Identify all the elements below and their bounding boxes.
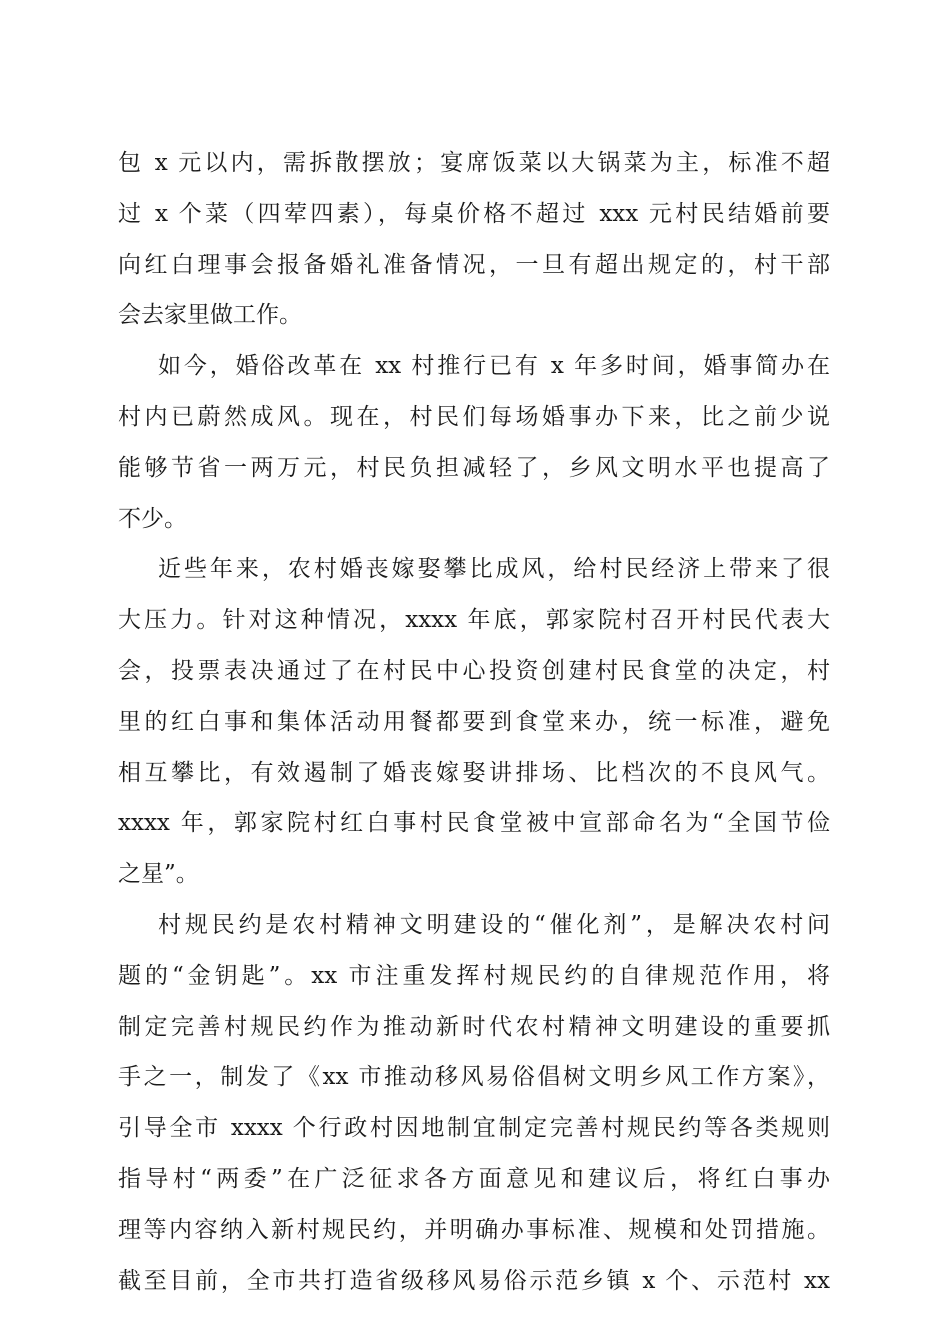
- paragraph: [118, 900, 830, 1306]
- text-line: 包 x 元以内，需拆散摆放；宴席饭菜以大锅菜为主，标准不超: [118, 150, 830, 176]
- text-line: 村内已蔚然成风。现在，村民们每场婚事办下来，比之前少说: [118, 403, 830, 430]
- text-line: 会去家里做工作。: [118, 302, 302, 329]
- text-line: xxxx 年，郭家院村红白事村民食堂被中宣部命名为“全国节俭: [118, 810, 830, 837]
- text-line: 会，投票表决通过了在村民中心投资创建村民食堂的决定，村: [118, 657, 830, 684]
- text-line: 截至目前，全市共打造省级移风易俗示范乡镇 x 个、示范村 xx: [118, 1267, 830, 1294]
- document-body: [118, 138, 830, 1306]
- text-line: 引导全市 xxxx 个行政村因地制宜制定完善村规民约等各类规则: [118, 1115, 830, 1142]
- paragraph: [118, 544, 830, 900]
- text-line: 手之一，制发了《xx 市推动移风易俗倡树文明乡风工作方案》，: [118, 1064, 830, 1091]
- text-line: 向红白理事会报备婚礼准备情况，一旦有超出规定的，村干部: [118, 251, 830, 278]
- text-line: 之星”。: [118, 861, 199, 888]
- text-line: 如今，婚俗改革在 xx 村推行已有 x 年多时间，婚事简办在: [158, 353, 830, 380]
- text-line: 指导村“两委”在广泛征求各方面意见和建议后，将红白事办: [118, 1165, 830, 1192]
- text-line: 里的红白事和集体活动用餐都要到食堂来办，统一标准，避免: [118, 708, 830, 735]
- text-line: 不少。: [118, 505, 187, 532]
- paragraph: [118, 341, 830, 544]
- text-line: 相互攀比，有效遏制了婚丧嫁娶讲排场、比档次的不良风气。: [118, 759, 830, 786]
- text-line: 大压力。针对这种情况，xxxx 年底，郭家院村召开村民代表大: [118, 607, 830, 634]
- text-line: 制定完善村规民约作为推动新时代农村精神文明建设的重要抓: [118, 1013, 830, 1040]
- paragraph: [118, 138, 830, 341]
- text-line: 能够节省一两万元，村民负担减轻了，乡风文明水平也提高了: [118, 454, 830, 481]
- text-line: 过 x 个菜（四荤四素），每桌价格不超过 xxx 元村民结婚前要: [118, 200, 830, 227]
- text-line: 村规民约是农村精神文明建设的“催化剂”，是解决农村问: [158, 911, 830, 938]
- text-line: 题的“金钥匙”。xx 市注重发挥村规民约的自律规范作用，将: [118, 962, 830, 989]
- text-line: 理等内容纳入新村规民约，并明确办事标准、规模和处罚措施。: [118, 1216, 830, 1243]
- text-line: 近些年来，农村婚丧嫁娶攀比成风，给村民经济上带来了很: [158, 556, 830, 583]
